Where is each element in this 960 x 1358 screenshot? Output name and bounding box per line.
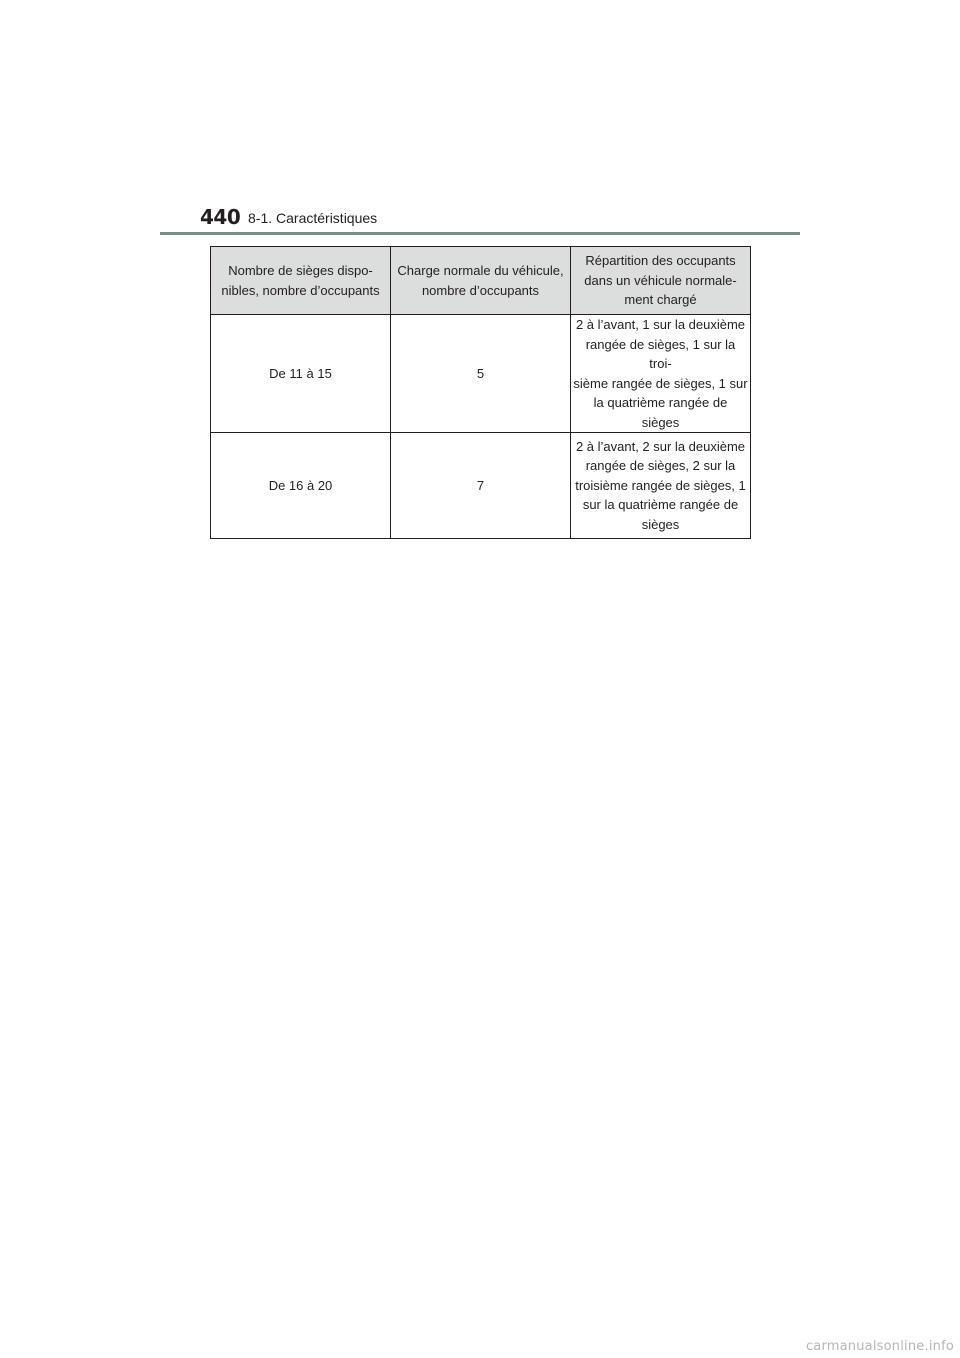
- table-row: [211, 315, 751, 433]
- column-header-seats: Nombre de sièges dispo- nibles, nombre d’occupants: [211, 247, 391, 315]
- occupant-distribution-table: [210, 246, 751, 539]
- cell-seats: De 16 à 20: [211, 433, 391, 539]
- table-row: [211, 433, 751, 539]
- cell-distribution: 2 à l’avant, 1 sur la deuxième rangée de sièges, 1 sur la troi- sième rangée de sièges, 1 sur la quatrième rangée de sièges: [571, 315, 751, 433]
- section-title: 8-1. Caractéristiques: [248, 210, 378, 226]
- table-header-row: [211, 247, 751, 315]
- cell-distribution: 2 à l’avant, 2 sur la deuxième rangée de sièges, 2 sur la troisième rangée de sièges, 1 sur la quatrième rangée de sièges: [571, 433, 751, 539]
- page-header: [200, 205, 800, 233]
- cell-occupants: 5: [391, 315, 571, 433]
- column-header-distribution: Répartition des occupants dans un véhicule normale- ment chargé: [571, 247, 751, 315]
- column-header-occupants: Charge normale du véhicule, nombre d’occupants: [391, 247, 571, 315]
- cell-occupants: 7: [391, 433, 571, 539]
- page-number: 440: [200, 205, 241, 229]
- cell-seats: De 11 à 15: [211, 315, 391, 433]
- header-rule: [160, 232, 800, 235]
- watermark-text: carmanualsonline.info: [805, 1339, 954, 1354]
